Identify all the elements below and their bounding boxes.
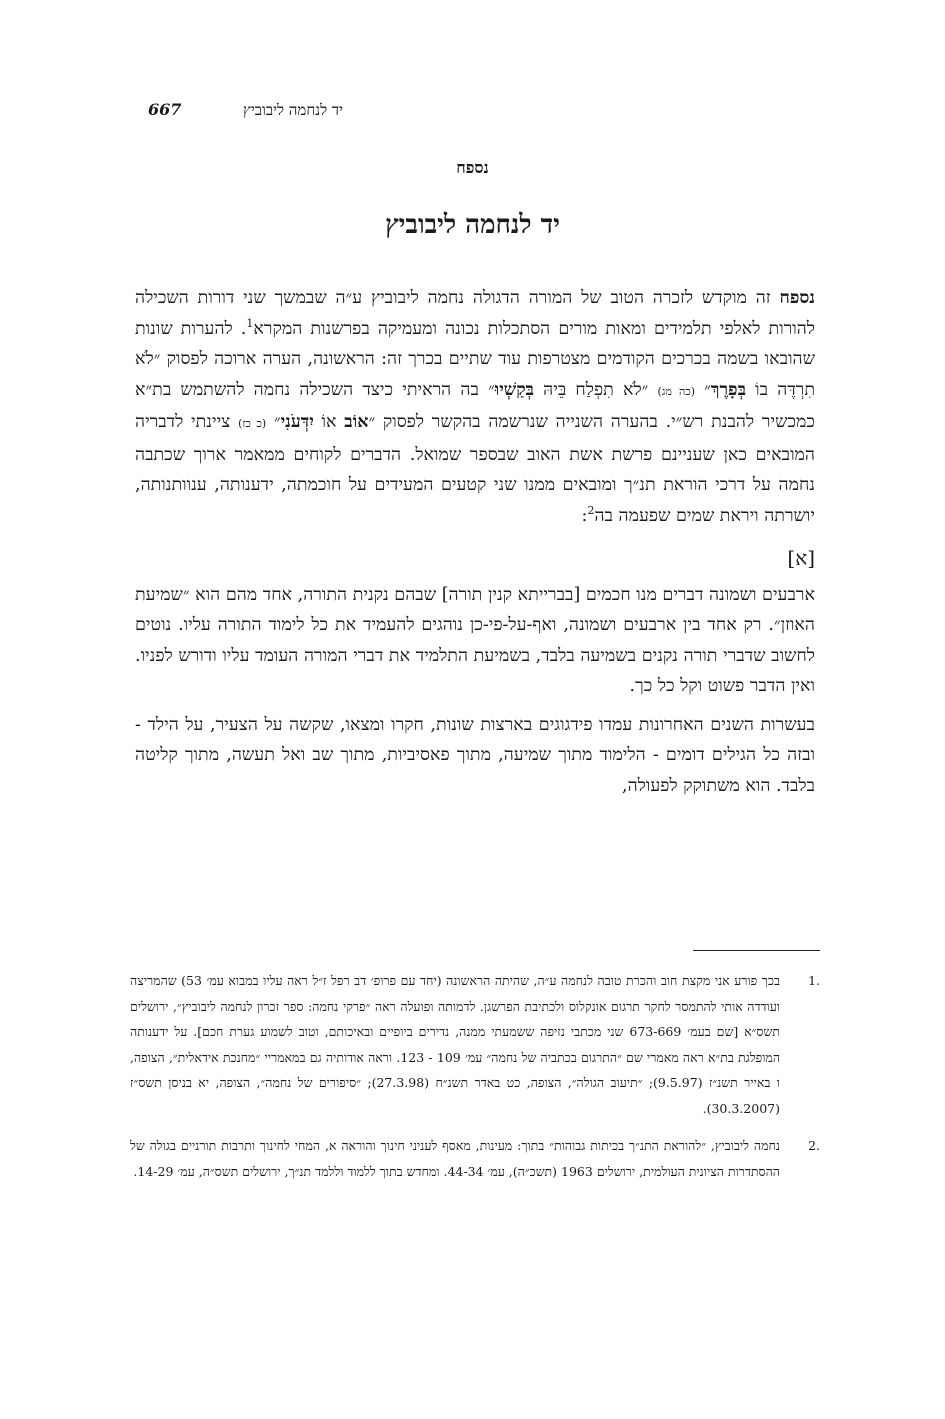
lead-word: נספח <box>779 288 815 308</box>
intro-paragraph <box>135 283 815 531</box>
verse-citation-1: (כה מג) <box>657 384 696 398</box>
intro-text-4: ״לֹא תִפְלַח בֵּיהּ <box>534 379 658 400</box>
body-paragraph: בעשרות השנים האחרונות עמדו פידגוגים בארצות שונות, חקרו ומצאו, שקשה על הצעיר, על הילד - ובזה כל הגילים דומים - הלימוד מתוך שמיעה, מתוך פאסיביות, מתוך שב ואל תעשה, מתוך קליטה בלבד. הוא משתוקק לפעולה, <box>135 714 815 796</box>
intro-text-9: : <box>581 505 588 526</box>
footnote <box>130 1133 820 1184</box>
intro-text-5: ״ בה הראיתי כיצד השכילה נחמה להשתמש בת״א כמכשיר להבנת רש״י. בהערה השנייה שנרשמה בהקשר לפסוק ״ <box>135 379 815 432</box>
page-title: יד לנחמה ליבוביץ <box>385 210 560 240</box>
verse-word-4: יִדְּעֹנִי <box>280 412 314 432</box>
page-number: 667 <box>148 100 182 119</box>
intro-text-1: זה מוקדש לזכרה הטוב של המורה הדגולה נחמה ליבוביץ ע״ה שבמשך שני דורות השכילה להורות לאלפי תלמידים ומאות מורים הסתכלות נכונה ומעמיקה בפרשנות המקרא <box>135 288 815 339</box>
body-text <box>135 283 815 809</box>
section-marker: [א] <box>787 546 815 570</box>
intro-text-2: . להערות שונות שהובאו בשמה בכרכים הקודמים מצטרפות עוד שתיים בכרך זה: הראשונה, הערה ארוכה לפסוק ״לֹא תִרְדֶּה בוֹ <box>135 318 816 400</box>
footnote-divider <box>693 950 820 951</box>
footnote-text: נחמה ליבוביץ, ״להוראת התנ״ך בכיתות גבוהות״ בתוך: מעינות, מאסף לעניני חינוך והוראה א, המחי לחינוך ותרבות תורניים בגולה של ההסתדרות הציונית העולמית, ירושלים 1963 (תשכ״ה), עמ׳ 44-34. ומחדש בתוך ללמוד וללמד תנ״ך, ירושלים תשס״ה, עמ׳ 14-29. <box>130 1138 780 1179</box>
verse-word-3: אוֹב <box>344 412 369 432</box>
intro-text-8: ציינתי לדבריה המובאים כאן שעניינם פרשת אשת האוב שבספר שמואל. הדברים לקוחים ממאמר ארוך שכתבה נחמה על דרכי הוראת תנ״ך ומובאים ממנו שני קטעים המעידים על חוכמתה, ידענותה, ענוותנותה, יושרתה ויראת שמים שפעמה בה <box>135 412 815 526</box>
running-title: יד לנחמה ליבוביץ <box>243 101 343 119</box>
intro-text-6: אוֹ <box>313 412 345 432</box>
footnote <box>130 968 820 1121</box>
intro-text-7: ״ <box>266 412 281 432</box>
running-head <box>148 100 343 120</box>
verse-citation-2: (כ כז) <box>238 417 267 430</box>
footnote-ref-1[interactable]: 1 <box>246 316 254 330</box>
footnote-number: 2. <box>808 1138 820 1153</box>
footnote-text: בכך פורע אני מקצת חוב והכרת טובה לנחמה ע״ה, שהיתה הראשונה (יחד עם פרופ׳ דב רפל ז״ל ראה עליו במבוא עמ׳ 53) שהמריצה ועודדה אותי להתמסר לחקר תרגום אונקלוס ולכתיבת הפרשגן. לדמותה ופועלה ראה ״פרקי נחמה: ספר זכרון לנחמה ליבוביץ״, ירושלים תשס״א [שם בעמ׳ 673-669 שני מכתבי נזיפה ששמעתי ממנה, נדירים ביופיים ובאיכותם, וטוב לשמוע גערת חכם]. על ידענותה המופלגת בת״א ראה מאמרי שם ״התרגום בכתביה של נחמה״ עמ׳ 109 - 123. וראה אודותיה גם במאמריי ״מחנכת אידאלית״, הצופה, ו באייר תשנ״ז (9.5.97); ״תיעוב הגולה״, הצופה, כט באדר תשנ״ח (27.3.98); ״סיפורים של נחמה״, הצופה, יא בניסן תשס״ז (30.3.2007). <box>130 973 781 1116</box>
footnote-ref-2[interactable]: 2 <box>587 503 595 517</box>
intro-text-3: ״ <box>695 379 711 400</box>
footnotes <box>130 968 820 1196</box>
section-label: נספח <box>456 158 489 177</box>
body-paragraph: ארבעים ושמונה דברים מנו חכמים [בברייתא קנין תורה] שבהם נקנית התורה, אחד מהם הוא ״שמיעת האוזן״. רק אחד בין ארבעים ושמונה, ואף-על-פי-כן נוהגים להעמיד את כל לימוד התורה עליו. נוטים לחשוב שדברי תורה נקנים בשמיעה בלבד, בשמיעת התלמיד את דברי המורה העומד עליו ודורש לפניו. ואין הדבר פשוט וקל כל כך. <box>135 584 815 696</box>
verse-word-1: בְּפָרֶךְ <box>710 379 747 400</box>
footnote-number: 1. <box>808 973 820 988</box>
verse-word-2: בְּקַשְׁיוּ <box>494 379 534 400</box>
